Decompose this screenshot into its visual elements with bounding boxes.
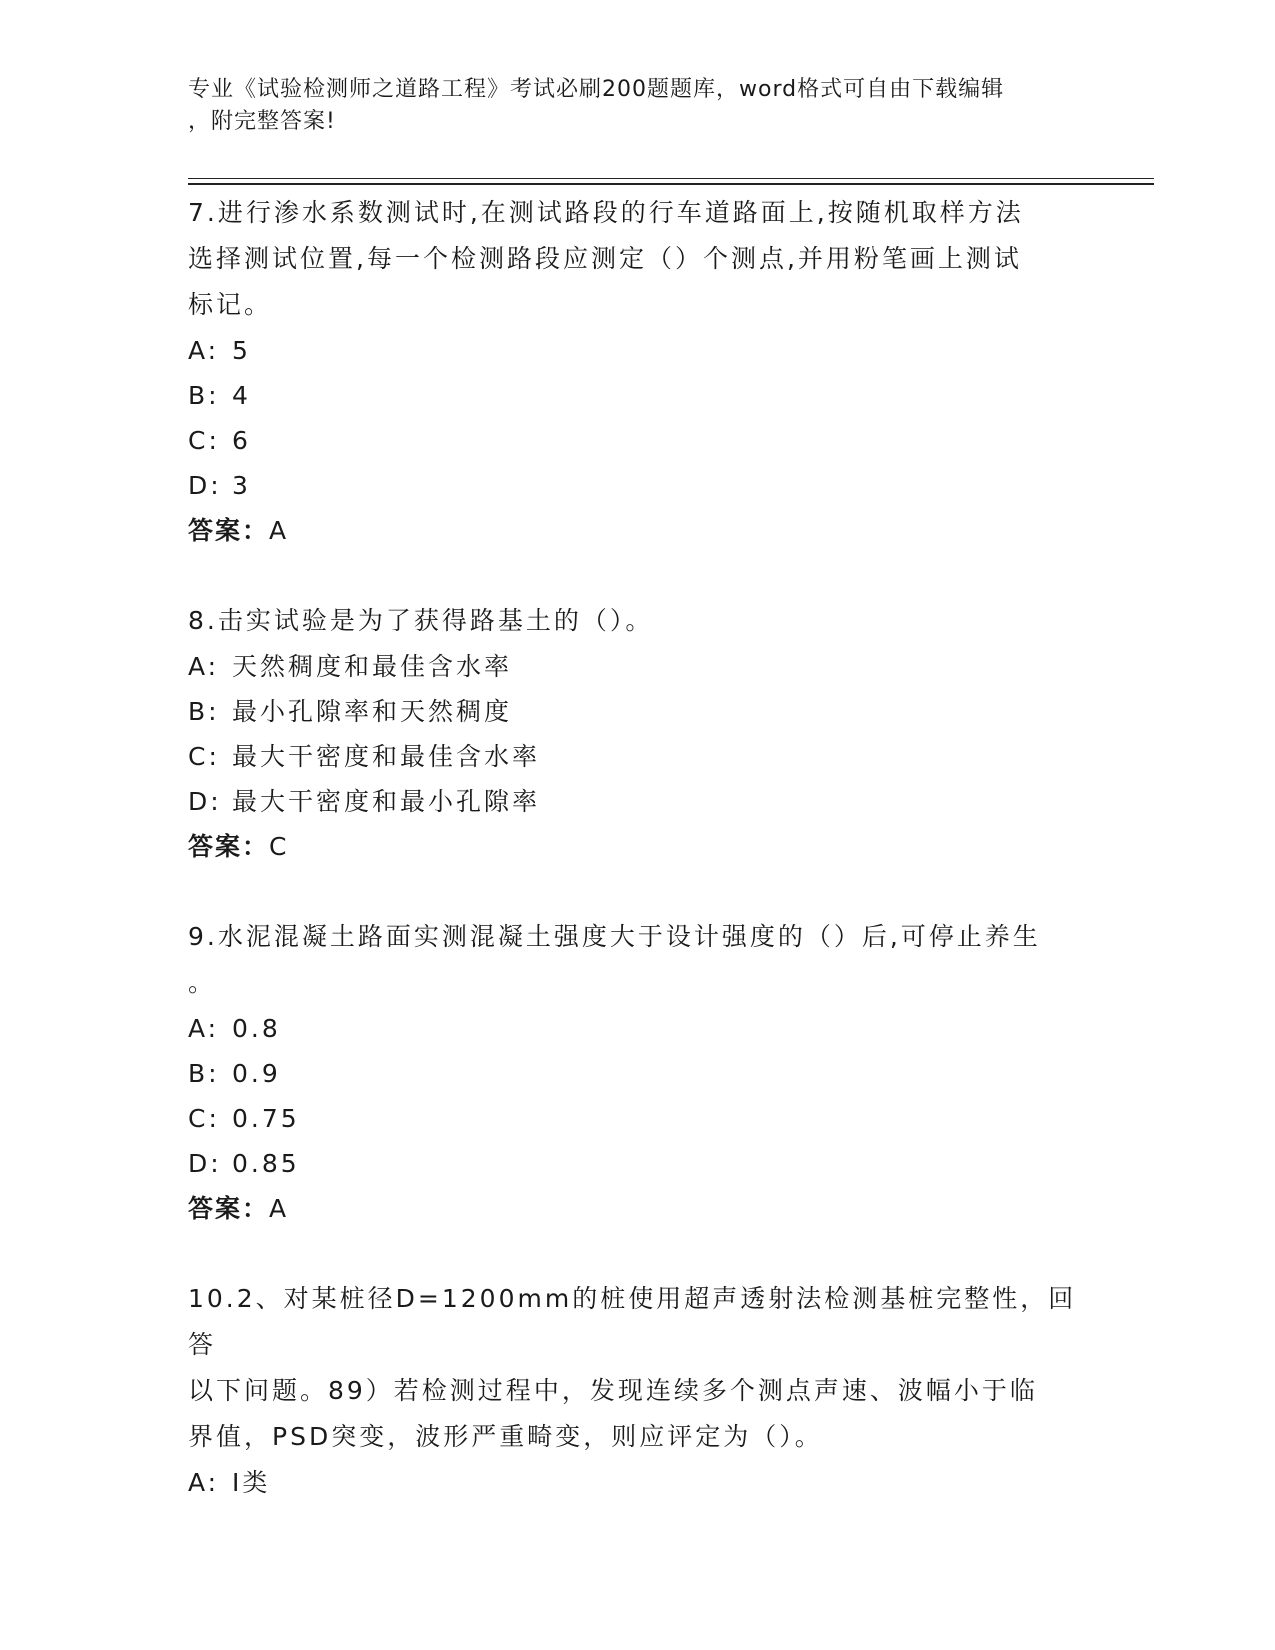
question-text: 。 xyxy=(188,968,217,997)
option-d: D: 最大干密度和最小孔隙率 xyxy=(188,787,541,816)
question-text: 9.水泥混凝土路面实测混凝土强度大于设计强度的（）后,可停止养生 xyxy=(188,922,1041,951)
document-header xyxy=(188,74,1068,138)
option-d: D: 3 xyxy=(188,471,251,500)
question-text: 8.击实试验是为了获得路基土的（）。 xyxy=(188,606,654,635)
question-10 xyxy=(188,1276,1088,1505)
question-9 xyxy=(188,914,1088,1232)
question-7 xyxy=(188,190,1088,554)
question-text: 7.进行渗水系数测试时,在测试路段的行车道路面上,按随机取样方法 xyxy=(188,198,1024,227)
option-b: B: 4 xyxy=(188,381,251,410)
question-list xyxy=(188,190,1088,1505)
option-c: C: 6 xyxy=(188,426,251,455)
question-text: 10.2、对某桩径D=1200mm的桩使用超声透射法检测基桩完整性，回答 xyxy=(188,1284,1077,1359)
option-c: C: 0.75 xyxy=(188,1104,300,1133)
header-divider-thin xyxy=(188,178,1154,179)
answer: 答案：A xyxy=(188,1194,289,1223)
option-a: A: 5 xyxy=(188,336,251,365)
question-text: 以下问题。89）若检测过程中，发现连续多个测点声速、波幅小于临 xyxy=(188,1376,1038,1405)
header-line-1: 专业《试验检测师之道路工程》考试必刷200题题库，word格式可自由下载编辑 xyxy=(188,77,1005,102)
option-a: A: 0.8 xyxy=(188,1014,281,1043)
answer: 答案：C xyxy=(188,832,289,861)
option-c: C: 最大干密度和最佳含水率 xyxy=(188,742,541,771)
question-text: 界值，PSD突变，波形严重畸变，则应评定为（）。 xyxy=(188,1422,823,1451)
question-text: 标记。 xyxy=(188,290,273,319)
header-divider-thick xyxy=(188,183,1154,185)
header-line-2: ，附完整答案! xyxy=(188,109,336,134)
option-b: B: 0.9 xyxy=(188,1059,281,1088)
answer: 答案：A xyxy=(188,516,289,545)
option-a: A: I类 xyxy=(188,1468,271,1497)
option-a: A: 天然稠度和最佳含水率 xyxy=(188,652,513,681)
question-8 xyxy=(188,598,1088,870)
question-text: 选择测试位置,每一个检测路段应测定（）个测点,并用粉笔画上测试 xyxy=(188,244,1022,273)
option-b: B: 最小孔隙率和天然稠度 xyxy=(188,697,513,726)
option-d: D: 0.85 xyxy=(188,1149,300,1178)
